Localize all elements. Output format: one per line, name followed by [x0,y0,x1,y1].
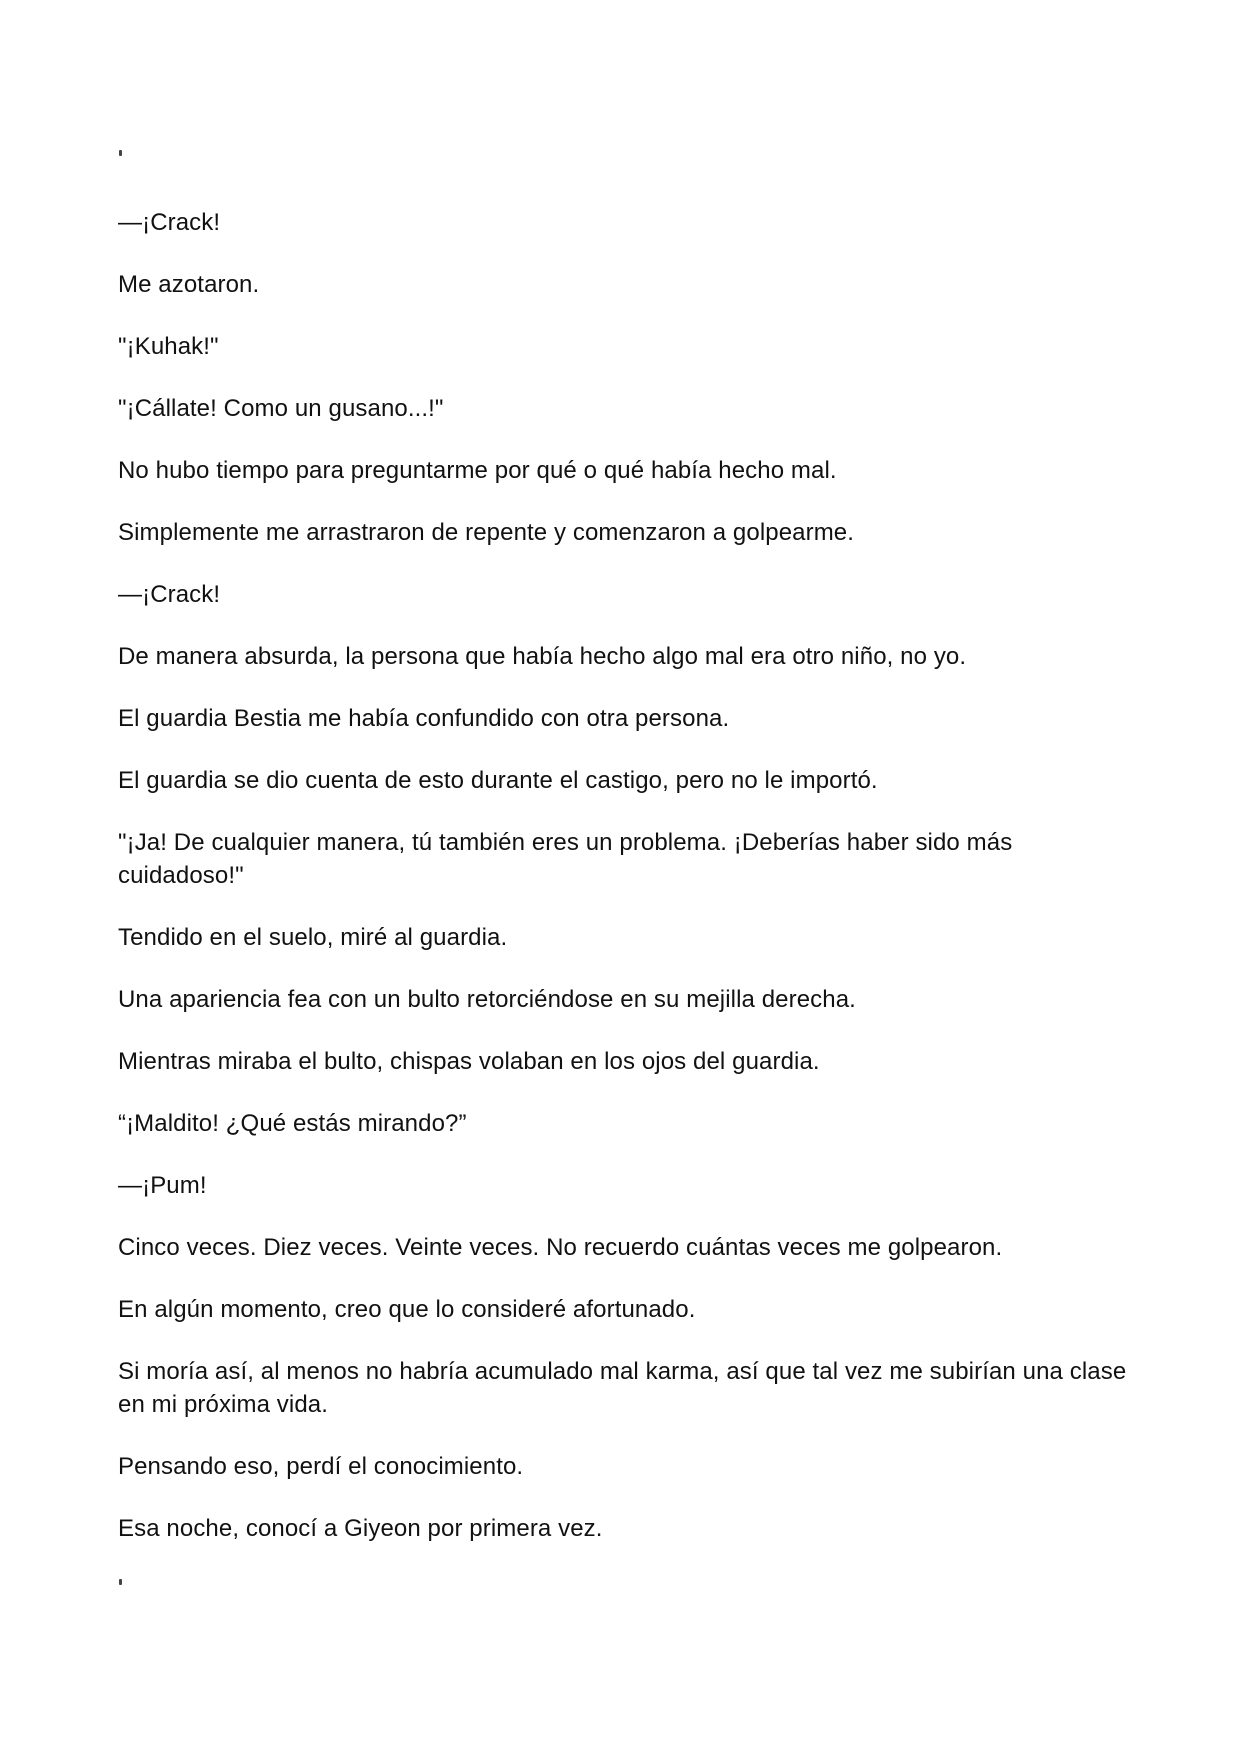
paragraph-20: Pensando eso, perdí el conocimiento. [118,1453,524,1480]
paragraph-3: "¡Kuhak!" [118,333,219,360]
paragraph-16: —¡Pum! [118,1172,207,1199]
section-break-mark-top [119,150,122,156]
paragraph-5: No hubo tiempo para preguntarme por qué o qué había hecho mal. [118,457,837,484]
paragraph-8: De manera absurda, la persona que había hecho algo mal era otro niño, no yo. [118,643,967,670]
paragraph-19: Si moría así, al menos no habría acumulado mal karma, así que tal vez me subirían una clase en mi próxima vida. [118,1358,1127,1418]
paragraph-1: —¡Crack! [118,209,221,236]
paragraph-18: En algún momento, creo que lo consideré afortunado. [118,1296,696,1323]
page-content [118,150,1128,1585]
paragraph-7: —¡Crack! [118,581,221,608]
section-break-mark-bottom [119,1579,122,1585]
paragraph-15: “¡Maldito! ¿Qué estás mirando?” [118,1110,467,1137]
paragraph-6: Simplemente me arrastraron de repente y comenzaron a golpearme. [118,519,855,546]
paragraph-14: Mientras miraba el bulto, chispas volaban en los ojos del guardia. [118,1048,820,1075]
paragraph-21: Esa noche, conocí a Giyeon por primera vez. [118,1515,603,1542]
paragraph-9: El guardia Bestia me había confundido con otra persona. [118,705,730,732]
paragraph-13: Una apariencia fea con un bulto retorciéndose en su mejilla derecha. [118,986,856,1013]
paragraph-4: "¡Cállate! Como un gusano...!" [118,395,444,422]
paragraph-2: Me azotaron. [118,271,260,298]
paragraph-11: "¡Ja! De cualquier manera, tú también eres un problema. ¡Deberías haber sido más cuidadoso!" [118,829,1013,889]
paragraph-12: Tendido en el suelo, miré al guardia. [118,924,508,951]
paragraph-10: El guardia se dio cuenta de esto durante el castigo, pero no le importó. [118,767,878,794]
paragraph-17: Cinco veces. Diez veces. Veinte veces. No recuerdo cuántas veces me golpearon. [118,1234,1003,1261]
